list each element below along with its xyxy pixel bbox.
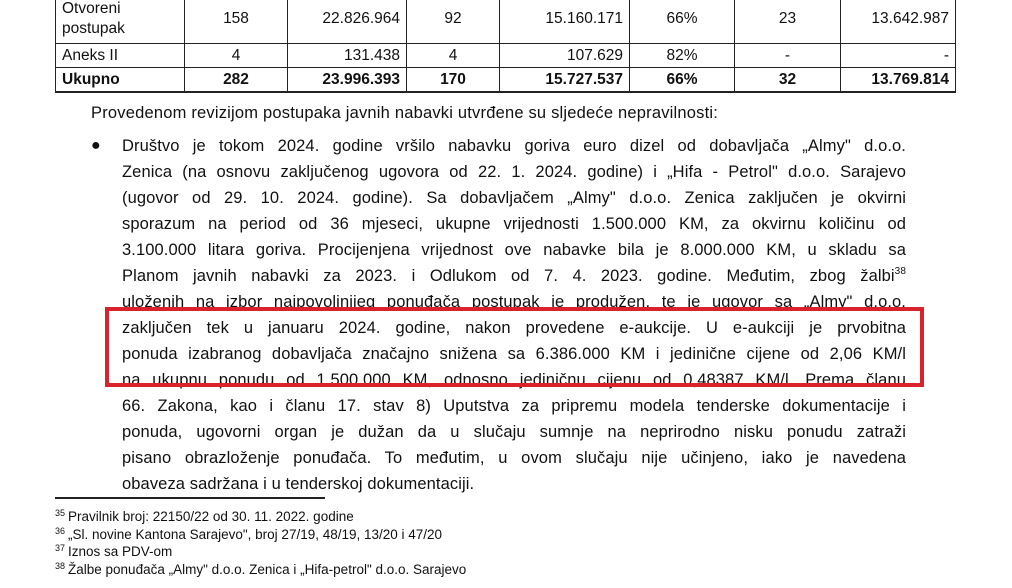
paragraph-line: na ukupnu ponudu od 1.500.000 KM, odnosno jediničnu cijenu od 0,48387 KM/l. Prema članu xyxy=(122,371,906,389)
paragraph-line: (ugovor od 29. 10. 2024. godine). Sa dobavljačem „Almy" d.o.o. Zenica zaključen je okvirni xyxy=(122,189,906,207)
table-row-total xyxy=(56,68,956,93)
table-cell: - xyxy=(841,44,956,68)
footnotes xyxy=(55,508,466,578)
footnote-divider xyxy=(55,497,325,499)
paragraph-line-with-ref xyxy=(122,263,906,289)
footnote-text: „Sl. novine Kantona Sarajevo", broj 27/19, 48/19, 13/20 i 47/20 xyxy=(68,526,443,542)
footnote-text: Pravilnik broj: 22150/22 od 30. 11. 2022. godine xyxy=(68,509,354,524)
table-cell: 82% xyxy=(630,44,735,68)
table-cell: 23.996.393 xyxy=(288,68,407,93)
paragraph-line: Zenica (na osnovu zaključenog ugovora od 22. 1. 2024. godine) i „Hifa - Petrol" d.o.o. Sarajevo xyxy=(122,163,906,181)
footnote-item xyxy=(55,543,466,561)
table-cell: 22.826.964 xyxy=(288,0,407,44)
table-cell: 66% xyxy=(630,0,735,44)
table-cell: 107.629 xyxy=(500,44,630,68)
intro-text: Provedenom revizijom postupaka javnih nabavki utvrđene su sljedeće nepravilnosti: xyxy=(91,104,719,122)
table-cell: 15.727.537 xyxy=(500,68,630,93)
footnote-number: 37 xyxy=(55,543,66,553)
table-cell: 131.438 xyxy=(288,44,407,68)
paragraph-line: zaključen tek u januaru 2024. godine, nakon provedene e-aukcije. U e-aukciji je prvobitna xyxy=(122,319,906,337)
table-cell: 32 xyxy=(735,68,841,93)
footnote-text: Iznos sa PDV-om xyxy=(68,544,173,559)
table-cell: 66% xyxy=(630,68,735,93)
bullet-icon: ● xyxy=(91,137,101,154)
table-row xyxy=(56,0,956,44)
paragraph-line: sporazum na period od 36 mjeseci, ukupne vrijednosti 1.500.000 KM, za okvirnu količinu od xyxy=(122,215,906,233)
footnote-number: 36 xyxy=(55,525,66,536)
table-cell: 282 xyxy=(185,68,288,93)
summary-table xyxy=(55,0,956,93)
finding-paragraph xyxy=(122,133,906,497)
table-row xyxy=(56,44,956,68)
footnote-number: 38 xyxy=(55,560,66,571)
table-cell: 4 xyxy=(407,44,500,68)
footnote-item xyxy=(55,508,466,526)
row-label: Otvoreni postupak xyxy=(56,0,185,44)
footnote-item xyxy=(55,561,466,579)
paragraph-line: uloženih na izbor najpovoljnijeg ponuđača postupak je produžen, te je ugovor sa „Almy" d.o.o. xyxy=(122,293,906,311)
table-cell: 4 xyxy=(185,44,288,68)
paragraph-line: ponuda, ugovorni organ je dužan da u slučaju sumnje na neprirodno nisku ponudu zatraži xyxy=(122,423,906,441)
table-cell: 13.769.814 xyxy=(841,68,956,93)
paragraph-line: 66. Zakona, kao i članu 17. stav 8) Uputstva za pripremu modela tenderske dokumentacije i xyxy=(122,397,906,415)
footnote-ref[interactable]: 38 xyxy=(894,266,906,277)
row-label: Aneks II xyxy=(56,44,185,68)
table-cell: 15.160.171 xyxy=(500,0,630,44)
paragraph-line: pisano obrazloženje ponuđača. To međutim, u ovom slučaju nije učinjeno, iako je navedena xyxy=(122,449,906,467)
paragraph-line: obaveza sadržana i u tenderskoj dokumentaciji. xyxy=(122,475,475,493)
table-cell: 92 xyxy=(407,0,500,44)
table-cell: 23 xyxy=(735,0,841,44)
footnote-item xyxy=(55,526,466,544)
row-label: Ukupno xyxy=(56,68,185,93)
table-cell: - xyxy=(735,44,841,68)
table-cell: 158 xyxy=(185,0,288,44)
paragraph-line: ponuda izabranog dobavljača značajno snižena sa 6.386.000 KM i jedinične cijene od 2,06 KM/l xyxy=(122,345,906,363)
paragraph-line: 3.100.000 litara goriva. Procijenjena vrijednost ove nabavke bila je 8.000.000 KM, u skladu sa xyxy=(122,241,906,259)
footnote-number: 35 xyxy=(55,508,66,518)
paragraph-line: Društvo je tokom 2024. godine vršilo nabavku goriva euro dizel od dobavljača „Almy" d.o.o. xyxy=(122,137,906,155)
table-cell: 13.642.987 xyxy=(841,0,956,44)
paragraph-line-text: Planom javnih nabavki za 2023. i Odlukom od 7. 4. 2023. godine. Međutim, zbog žalbi xyxy=(122,267,895,285)
table-cell: 170 xyxy=(407,68,500,93)
footnote-text: Žalbe ponuđača „Almy" d.o.o. Zenica i „Hifa-petrol" d.o.o. Sarajevo xyxy=(68,561,467,577)
